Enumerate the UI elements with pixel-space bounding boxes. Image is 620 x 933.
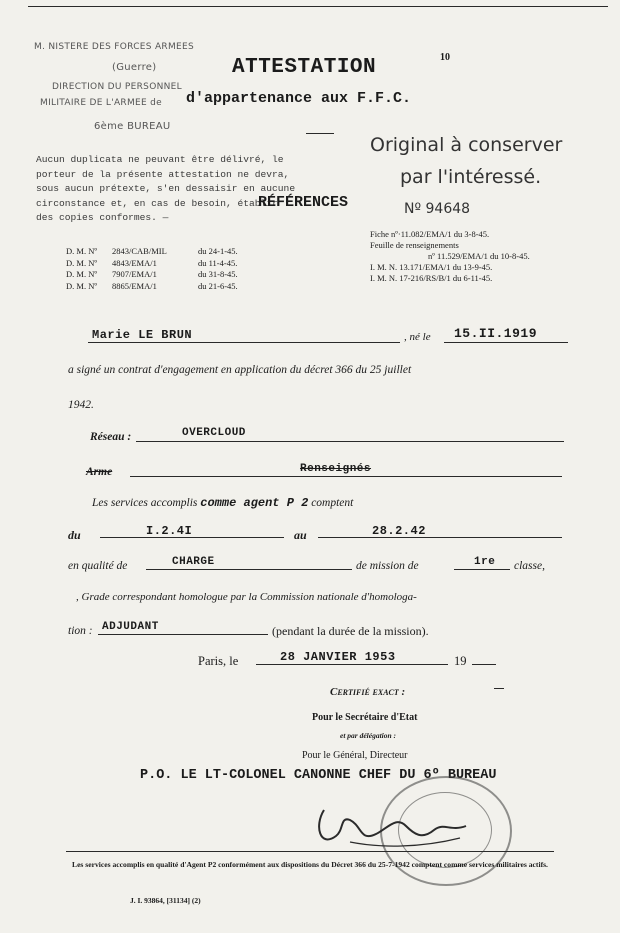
arm-value: Renseignés: [300, 463, 372, 475]
signatory: P.O. LE LT-COLONEL CANONNE CHEF DU 6º BUREAU: [140, 768, 497, 783]
grade-underline: [98, 634, 268, 635]
issue-date: 28 JANVIER 1953: [280, 650, 396, 664]
reference-row: D. M. Nº 7907/EMA/1 du 31-8-45.: [66, 269, 238, 279]
signature: [310, 796, 480, 852]
network-underline: [136, 441, 564, 442]
from-label: du: [68, 528, 81, 542]
duplicate-warning: Aucun duplicata ne peuvant être délivré, le porteur de la présente attestation ne devra, sous aucun prétexte, s'en dessaisir en aucune circonstance et, en cas de besoin, établir des copies conformes. —: [36, 154, 296, 223]
network-value: OVERCLOUD: [182, 427, 246, 439]
reference-row: D. M. Nº 4843/EMA/1 du 11-4-45.: [66, 257, 238, 268]
certified-dash: [494, 688, 504, 689]
branch-label: (Guerre): [112, 62, 157, 73]
arm-underline: [130, 476, 562, 477]
grade-value: ADJUDANT: [102, 621, 159, 633]
contract-line1: a signé un contrat d'engagement en application du décret 366 du 25 juillet: [68, 364, 412, 376]
subtitle-dash: [306, 133, 334, 134]
reference-right-row: I. M. N. 17-216/RS/B/1 du 6-11-45.: [370, 273, 493, 283]
date-place: Paris, le: [198, 654, 239, 668]
quality-label: en qualité de: [68, 560, 128, 572]
delegation-label: et par délégation :: [340, 731, 397, 740]
reference-right-row: Feuille de renseignements: [370, 240, 459, 250]
date-suffix: 19: [454, 654, 467, 668]
original-note-line1: Original à conserver: [370, 134, 563, 156]
class-label: classe,: [514, 560, 545, 572]
services-text: Les services accomplis comme agent P 2 comptent: [92, 496, 354, 510]
reference-row: D. M. Nº 2843/CAB/MIL du 24-1-45.: [66, 246, 238, 256]
page-title: ATTESTATION: [232, 56, 377, 79]
arm-label: Arme: [86, 466, 113, 478]
title-mark: 10: [440, 52, 450, 63]
born-label: , né le: [404, 331, 431, 343]
person-name: Marie LE BRUN: [92, 328, 193, 342]
references-label: RÉFÉRENCES: [258, 194, 349, 211]
network-label: Réseau :: [90, 431, 132, 443]
from-date: I.2.4I: [146, 524, 193, 538]
to-date: 28.2.42: [372, 524, 426, 538]
military-label: MILITAIRE DE L'ARMEE de: [40, 98, 163, 108]
reference-right-row: nº 11.529/EMA/1 du 10-8-45.: [428, 251, 530, 261]
services-role: comme agent P 2: [200, 496, 309, 510]
reference-row: D. M. Nº 8865/EMA/1 du 21-6-45.: [66, 280, 238, 291]
from-underline: [100, 537, 284, 538]
footer-note: Les services accomplis en qualité d'Agent P2 conformément aux dispositions du Décret 366 du 25-7-1942 comptent comme services militaires actifs.: [72, 860, 548, 869]
direction-label: DIRECTION DU PERSONNEL: [52, 82, 182, 92]
date-underline: [256, 664, 448, 665]
attestation-number: Nº 94648: [404, 201, 471, 217]
reference-right-row: I. M. N. 13.171/EMA/1 du 13-9-45.: [370, 262, 493, 272]
birth-underline: [444, 342, 568, 343]
for-secretary: Pour le Secrétaire d'Etat: [312, 712, 418, 723]
class-underline: [454, 569, 510, 570]
contract-line2: 1942.: [68, 399, 94, 411]
page-subtitle: d'appartenance aux F.F.C.: [186, 90, 412, 107]
grade-line1: , Grade correspondant homologue par la Commission nationale d'homologa-: [76, 591, 417, 603]
quality-underline: [146, 569, 352, 570]
grade-line2-suffix: (pendant la durée de la mission).: [272, 624, 429, 638]
footer-separator: [66, 851, 554, 852]
top-border: [28, 6, 608, 7]
to-underline: [318, 537, 562, 538]
mission-label: de mission de: [356, 560, 419, 572]
name-underline: [88, 342, 400, 343]
for-general: Pour le Général, Directeur: [302, 750, 408, 761]
references-left-list: [66, 246, 296, 292]
grade-line2-prefix: tion :: [68, 625, 93, 637]
original-note-line2: par l'intéressé.: [400, 166, 542, 188]
reference-right-row: Fiche nº·11.082/EMA/1 du 3-8-45.: [370, 229, 490, 239]
bureau-label: 6ème BUREAU: [94, 121, 171, 132]
to-label: au: [294, 528, 307, 542]
quality-value: CHARGE: [172, 556, 215, 568]
birth-date: 15.II.1919: [454, 326, 538, 341]
class-value: 1re: [474, 556, 496, 568]
references-right-list: [370, 229, 580, 284]
date-suffix-underline: [472, 664, 496, 665]
ministry-label: M. NISTERE DES FORCES ARMEES: [34, 42, 195, 52]
certified-label: Certifié exact :: [330, 686, 406, 698]
footer-reference: J. I. 93864, [31134] (2): [130, 896, 201, 905]
